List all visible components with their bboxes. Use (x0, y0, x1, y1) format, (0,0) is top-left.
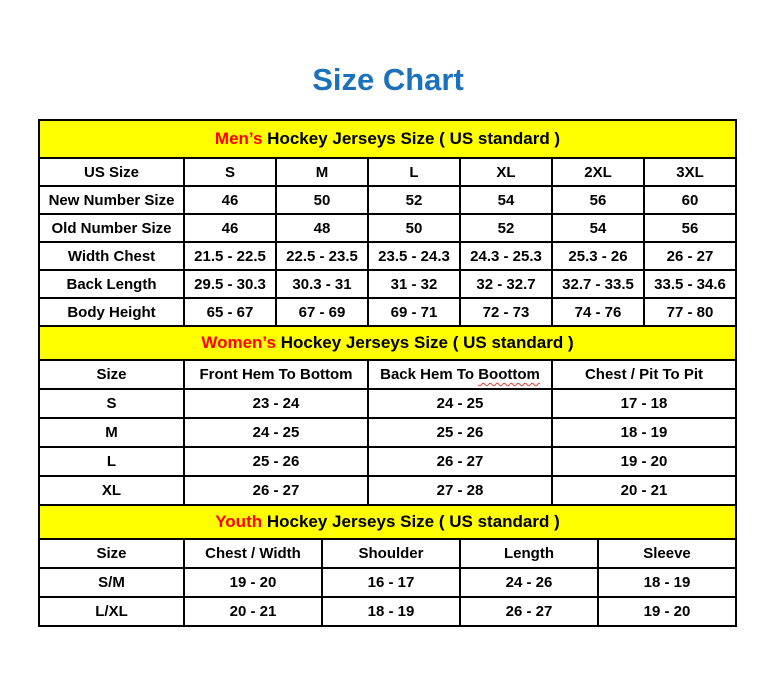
col-header-cell: Front Hem To Bottom (184, 360, 368, 389)
col-header-cell: Shoulder (322, 539, 460, 568)
value-cell: 72 - 73 (460, 298, 552, 326)
value-cell: 67 - 69 (276, 298, 368, 326)
table-row (39, 389, 736, 418)
row-label-cell: S/M (39, 568, 184, 597)
row-label-cell: M (39, 418, 184, 447)
value-cell: 16 - 17 (322, 568, 460, 597)
youth-heading-prefix: Youth (215, 512, 263, 531)
col-header-cell: Size (39, 539, 184, 568)
value-cell: 77 - 80 (644, 298, 736, 326)
size-tables-container (38, 119, 737, 627)
table-row (39, 186, 736, 214)
table-row (39, 298, 736, 326)
value-cell: 19 - 20 (184, 568, 322, 597)
row-label-cell: XL (39, 476, 184, 505)
value-cell: 69 - 71 (368, 298, 460, 326)
value-cell: 54 (460, 186, 552, 214)
value-cell: 52 (368, 186, 460, 214)
womens-section-header (39, 326, 736, 360)
value-cell: 26 - 27 (184, 476, 368, 505)
row-label-cell: S (39, 389, 184, 418)
table-row (39, 270, 736, 298)
col-header-cell: S (184, 158, 276, 186)
col-header-cell: Chest / Pit To Pit (552, 360, 736, 389)
mens-heading-prefix: Men’s (214, 129, 263, 148)
value-cell: 32.7 - 33.5 (552, 270, 644, 298)
value-cell: 18 - 19 (322, 597, 460, 626)
table-row (39, 597, 736, 626)
value-cell: 56 (644, 214, 736, 242)
table-row (39, 360, 736, 389)
value-cell: 27 - 28 (368, 476, 552, 505)
col-header-cell: 3XL (644, 158, 736, 186)
value-cell: 24.3 - 25.3 (460, 242, 552, 270)
value-cell: 18 - 19 (598, 568, 736, 597)
value-cell: 56 (552, 186, 644, 214)
value-cell: 60 (644, 186, 736, 214)
table-row (39, 214, 736, 242)
womens-heading-rest: Hockey Jerseys Size ( US standard ) (275, 333, 574, 352)
col-header-cell: Length (460, 539, 598, 568)
row-label-cell: New Number Size (39, 186, 184, 214)
col-header-cell: 2XL (552, 158, 644, 186)
youth-size-table (38, 504, 737, 627)
value-cell: 26 - 27 (368, 447, 552, 476)
value-cell: 17 - 18 (552, 389, 736, 418)
col-header-cell: Chest / Width (184, 539, 322, 568)
table-row (39, 418, 736, 447)
value-cell: 31 - 32 (368, 270, 460, 298)
value-cell: 29.5 - 30.3 (184, 270, 276, 298)
value-cell: 24 - 25 (368, 389, 552, 418)
table-row (39, 120, 736, 158)
col-header-cell: US Size (39, 158, 184, 186)
value-cell: 25 - 26 (184, 447, 368, 476)
value-cell: 48 (276, 214, 368, 242)
col-header-cell: M (276, 158, 368, 186)
womens-heading-prefix: Women’s (201, 333, 276, 352)
value-cell: 25.3 - 26 (552, 242, 644, 270)
row-label-cell: L (39, 447, 184, 476)
value-cell: 54 (552, 214, 644, 242)
value-cell: 50 (276, 186, 368, 214)
value-cell: 30.3 - 31 (276, 270, 368, 298)
mens-heading-rest: Hockey Jerseys Size ( US standard ) (262, 129, 561, 148)
row-label-cell: Body Height (39, 298, 184, 326)
value-cell: 32 - 32.7 (460, 270, 552, 298)
value-cell: 26 - 27 (460, 597, 598, 626)
value-cell: 52 (460, 214, 552, 242)
youth-section-header (39, 505, 736, 539)
youth-heading-rest: Hockey Jerseys Size ( US standard ) (262, 512, 560, 531)
page-title: Size Chart (312, 62, 464, 97)
col-header-cell: Size (39, 360, 184, 389)
row-label-cell: Old Number Size (39, 214, 184, 242)
col-header-cell: Sleeve (598, 539, 736, 568)
mens-section-header (39, 120, 736, 158)
value-cell: 24 - 26 (460, 568, 598, 597)
value-cell: 46 (184, 186, 276, 214)
col-header-cell: XL (460, 158, 552, 186)
value-cell: 25 - 26 (368, 418, 552, 447)
value-cell: 22.5 - 23.5 (276, 242, 368, 270)
table-row (39, 539, 736, 568)
table-row (39, 326, 736, 360)
row-label-cell: Width Chest (39, 242, 184, 270)
value-cell: 24 - 25 (184, 418, 368, 447)
value-cell: 65 - 67 (184, 298, 276, 326)
row-label-cell: Back Length (39, 270, 184, 298)
value-cell: 19 - 20 (598, 597, 736, 626)
col-header-cell: L (368, 158, 460, 186)
value-cell: 20 - 21 (184, 597, 322, 626)
table-row (39, 476, 736, 505)
value-cell: 20 - 21 (552, 476, 736, 505)
col-header-cell-back-hem (368, 360, 552, 389)
table-row (39, 568, 736, 597)
value-cell: 33.5 - 34.6 (644, 270, 736, 298)
row-label-cell: L/XL (39, 597, 184, 626)
value-cell: 21.5 - 22.5 (184, 242, 276, 270)
value-cell: 46 (184, 214, 276, 242)
back-hem-label: Back Hem To (380, 366, 479, 383)
table-row (39, 447, 736, 476)
table-row (39, 505, 736, 539)
value-cell: 23.5 - 24.3 (368, 242, 460, 270)
value-cell: 26 - 27 (644, 242, 736, 270)
table-row (39, 242, 736, 270)
value-cell: 74 - 76 (552, 298, 644, 326)
value-cell: 23 - 24 (184, 389, 368, 418)
value-cell: 19 - 20 (552, 447, 736, 476)
womens-size-table (38, 325, 737, 506)
back-hem-typo-spellcheck: Boottom (478, 366, 540, 383)
table-row (39, 158, 736, 186)
mens-size-table (38, 119, 737, 327)
value-cell: 18 - 19 (552, 418, 736, 447)
value-cell: 50 (368, 214, 460, 242)
